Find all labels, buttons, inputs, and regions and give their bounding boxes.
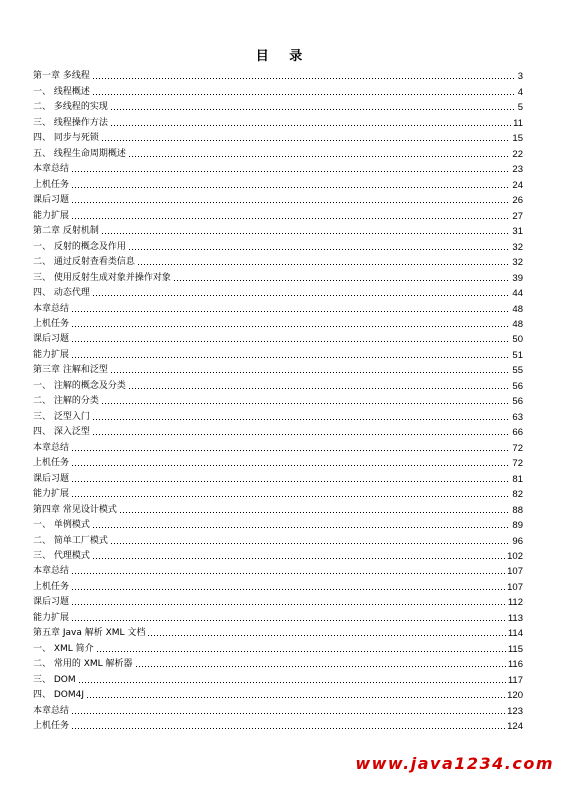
- toc-dot-leader: [71, 167, 510, 173]
- toc-entry[interactable]: [33, 129, 523, 144]
- toc-dot-leader: [92, 291, 511, 297]
- toc-entry-page-number: 102: [507, 551, 523, 562]
- toc-entry-page-number: 72: [512, 442, 523, 454]
- toc-entry-label: 一、 线程概述: [33, 86, 90, 97]
- toc-dot-leader: [110, 105, 516, 111]
- toc-entry[interactable]: [33, 717, 523, 732]
- toc-entry-label: 第二章 反射机制: [33, 226, 99, 237]
- toc-entry-label: 四、 动态代理: [33, 288, 90, 299]
- toc-entry-page-number: 39: [512, 272, 523, 284]
- toc-entry[interactable]: [33, 423, 523, 438]
- toc-dot-leader: [119, 508, 511, 514]
- toc-entry[interactable]: [33, 608, 523, 623]
- toc-entry-label: 上机任务: [33, 581, 70, 592]
- toc-entry-label: 一、 单例模式: [33, 520, 90, 531]
- toc-entry[interactable]: [33, 299, 523, 314]
- toc-entry-page-number: 27: [512, 210, 523, 222]
- toc-dot-leader: [86, 693, 505, 699]
- toc-entry-page-number: 50: [512, 334, 523, 346]
- toc-entry-label: 三、 泛型入门: [33, 411, 90, 422]
- toc-dot-leader: [101, 136, 511, 142]
- toc-dot-leader: [71, 477, 510, 483]
- toc-entry-page-number: 4: [517, 86, 523, 98]
- toc-dot-leader: [92, 554, 505, 560]
- toc-entry[interactable]: [33, 639, 523, 654]
- toc-entry-page-number: 63: [512, 411, 523, 423]
- toc-dot-leader: [147, 631, 505, 637]
- toc-entry-label: 一、 注解的概念及分类: [33, 380, 126, 391]
- toc-dot-leader: [135, 662, 506, 668]
- toc-dot-leader: [71, 600, 506, 606]
- toc-entry-label: 上机任务: [33, 318, 70, 329]
- toc-entry[interactable]: [33, 284, 523, 299]
- toc-dot-leader: [101, 399, 511, 405]
- toc-entry-page-number: 48: [512, 303, 523, 315]
- toc-entry[interactable]: [33, 222, 523, 237]
- toc-entry[interactable]: [33, 624, 523, 639]
- toc-entry[interactable]: [33, 407, 523, 422]
- toc-dot-leader: [71, 183, 510, 189]
- toc-entry[interactable]: [33, 82, 523, 97]
- toc-entry[interactable]: [33, 531, 523, 546]
- toc-entry[interactable]: [33, 516, 523, 531]
- toc-entry[interactable]: [33, 98, 523, 113]
- toc-entry-page-number: 11: [513, 117, 523, 129]
- toc-entry[interactable]: [33, 144, 523, 159]
- table-of-contents: [33, 67, 523, 732]
- toc-entry-label: 能力扩展: [33, 612, 70, 623]
- toc-entry-page-number: 3: [517, 71, 523, 83]
- toc-entry-label: 第五章 Java 解析 XML 文档: [33, 628, 146, 639]
- toc-entry-page-number: 88: [512, 504, 523, 516]
- toc-entry-label: 三、 DOM: [33, 674, 76, 685]
- toc-entry[interactable]: [33, 253, 523, 268]
- toc-entry-label: 上机任务: [33, 721, 70, 732]
- toc-entry-page-number: 66: [512, 427, 523, 439]
- toc-entry-label: 三、 代理模式: [33, 551, 90, 561]
- toc-dot-leader: [71, 322, 510, 328]
- toc-entry[interactable]: [33, 67, 523, 82]
- toc-entry-page-number: 26: [512, 195, 523, 207]
- toc-entry-label: 第四章 常见设计模式: [33, 504, 117, 515]
- toc-entry-page-number: 82: [512, 489, 523, 501]
- toc-dot-leader: [71, 569, 505, 575]
- toc-entry-label: 三、 线程操作方法: [33, 117, 108, 128]
- toc-entry-label: 二、 多线程的实现: [33, 102, 108, 113]
- watermark: www.java1234.com: [355, 754, 554, 773]
- toc-entry-page-number: 124: [507, 721, 523, 733]
- toc-dot-leader: [71, 585, 505, 591]
- toc-entry-label: 四、 同步与死锁: [33, 133, 99, 144]
- toc-dot-leader: [92, 74, 516, 80]
- toc-entry-page-number: 44: [512, 288, 523, 300]
- toc-entry-label: 课后习题: [33, 195, 70, 206]
- toc-entry[interactable]: [33, 469, 523, 484]
- toc-entry-label: 能力扩展: [33, 210, 70, 221]
- toc-entry-label: 课后习题: [33, 473, 70, 484]
- toc-entry-page-number: 113: [507, 612, 523, 624]
- toc-entry[interactable]: [33, 686, 523, 701]
- toc-entry[interactable]: [33, 315, 523, 330]
- toc-entry-label: 上机任务: [33, 458, 70, 469]
- toc-dot-leader: [110, 121, 511, 127]
- toc-entry-page-number: 114: [507, 628, 523, 640]
- toc-entry-page-number: 15: [512, 133, 523, 145]
- toc-entry[interactable]: [33, 345, 523, 360]
- toc-dot-leader: [71, 724, 505, 730]
- toc-entry-page-number: 5: [517, 102, 523, 114]
- toc-entry-page-number: 56: [512, 396, 523, 408]
- toc-entry-page-number: 96: [512, 535, 523, 547]
- toc-entry[interactable]: [33, 438, 523, 453]
- toc-entry[interactable]: [33, 593, 523, 608]
- toc-entry-label: 本章总结: [33, 566, 70, 577]
- toc-entry-label: 二、 简单工厂模式: [33, 535, 108, 546]
- toc-entry-label: 二、 通过反射查看类信息: [33, 257, 135, 268]
- toc-entry-page-number: 23: [512, 164, 523, 176]
- toc-entry[interactable]: [33, 500, 523, 515]
- toc-entry-page-number: 115: [507, 643, 523, 655]
- toc-entry-page-number: 117: [507, 674, 523, 686]
- toc-entry-label: 二、 注解的分类: [33, 396, 99, 407]
- toc-entry-label: 课后习题: [33, 334, 70, 345]
- toc-dot-leader: [71, 616, 506, 622]
- toc-entry-page-number: 51: [512, 349, 523, 361]
- toc-dot-leader: [110, 368, 511, 374]
- toc-entry[interactable]: [33, 361, 523, 376]
- toc-dot-leader: [92, 430, 511, 436]
- toc-dot-leader: [128, 245, 511, 251]
- toc-entry[interactable]: [33, 191, 523, 206]
- toc-dot-leader: [128, 384, 511, 390]
- toc-dot-leader: [71, 461, 510, 467]
- toc-entry-label: 一、 XML 简介: [33, 643, 94, 654]
- toc-entry-page-number: 123: [507, 705, 523, 717]
- toc-dot-leader: [71, 353, 510, 359]
- toc-entry-page-number: 55: [512, 365, 523, 377]
- toc-entry[interactable]: [33, 577, 523, 592]
- toc-entry-label: 第一章 多线程: [33, 71, 90, 82]
- toc-entry[interactable]: [33, 670, 523, 685]
- toc-dot-leader: [78, 678, 506, 684]
- toc-entry-label: 课后习题: [33, 597, 70, 608]
- toc-dot-leader: [110, 539, 511, 545]
- toc-entry[interactable]: [33, 268, 523, 283]
- toc-entry[interactable]: [33, 562, 523, 577]
- toc-entry-page-number: 89: [512, 520, 523, 532]
- toc-dot-leader: [71, 492, 510, 498]
- toc-entry-label: 第三章 注解和泛型: [33, 365, 108, 376]
- toc-dot-leader: [71, 709, 505, 715]
- toc-dot-leader: [71, 337, 510, 343]
- toc-entry-page-number: 72: [512, 458, 523, 470]
- toc-entry[interactable]: [33, 701, 523, 716]
- toc-dot-leader: [92, 90, 516, 96]
- toc-entry[interactable]: [33, 485, 523, 500]
- toc-entry-page-number: 24: [512, 179, 523, 191]
- page-title: 目 录: [255, 49, 311, 64]
- toc-entry[interactable]: [33, 206, 523, 221]
- toc-entry-page-number: 112: [507, 597, 523, 609]
- toc-entry[interactable]: [33, 547, 523, 562]
- toc-entry-label: 二、 常用的 XML 解析器: [33, 659, 133, 670]
- toc-entry-label: 本章总结: [33, 303, 70, 314]
- toc-entry-page-number: 48: [512, 318, 523, 330]
- toc-entry[interactable]: [33, 392, 523, 407]
- toc-entry-page-number: 107: [507, 581, 523, 593]
- toc-dot-leader: [71, 198, 510, 204]
- toc-dot-leader: [137, 260, 511, 266]
- toc-entry-label: 一、 反射的概念及作用: [33, 241, 126, 252]
- toc-entry-page-number: 81: [512, 473, 523, 485]
- toc-entry-page-number: 120: [507, 690, 523, 702]
- toc-dot-leader: [92, 523, 511, 529]
- toc-entry-page-number: 22: [512, 148, 523, 160]
- toc-dot-leader: [71, 307, 510, 313]
- toc-dot-leader: [128, 152, 511, 158]
- toc-entry-page-number: 31: [512, 226, 523, 238]
- toc-entry-page-number: 116: [507, 659, 523, 671]
- toc-entry[interactable]: [33, 113, 523, 128]
- toc-entry-page-number: 32: [512, 241, 523, 253]
- toc-entry[interactable]: [33, 655, 523, 670]
- toc-entry-label: 本章总结: [33, 442, 70, 453]
- toc-dot-leader: [101, 229, 511, 235]
- toc-entry[interactable]: [33, 237, 523, 252]
- toc-dot-leader: [96, 647, 506, 653]
- toc-entry-label: 五、 线程生命周期概述: [33, 148, 126, 159]
- toc-entry-label: 四、 深入泛型: [33, 427, 90, 438]
- toc-entry-label: 本章总结: [33, 164, 70, 175]
- toc-entry-page-number: 32: [512, 257, 523, 269]
- toc-entry-label: 四、 DOM4J: [33, 690, 85, 701]
- toc-entry-label: 本章总结: [33, 705, 70, 716]
- toc-entry[interactable]: [33, 330, 523, 345]
- toc-entry-page-number: 56: [512, 380, 523, 392]
- toc-entry-label: 三、 使用反射生成对象并操作对象: [33, 272, 171, 283]
- toc-dot-leader: [71, 214, 510, 220]
- toc-entry[interactable]: [33, 160, 523, 175]
- toc-entry[interactable]: [33, 376, 523, 391]
- toc-dot-leader: [173, 276, 511, 282]
- toc-entry-page-number: 107: [507, 566, 523, 578]
- toc-entry-label: 上机任务: [33, 179, 70, 190]
- toc-dot-leader: [71, 446, 510, 452]
- toc-entry[interactable]: [33, 175, 523, 190]
- toc-entry-label: 能力扩展: [33, 489, 70, 500]
- toc-entry[interactable]: [33, 454, 523, 469]
- toc-entry-label: 能力扩展: [33, 349, 70, 360]
- toc-dot-leader: [92, 415, 511, 421]
